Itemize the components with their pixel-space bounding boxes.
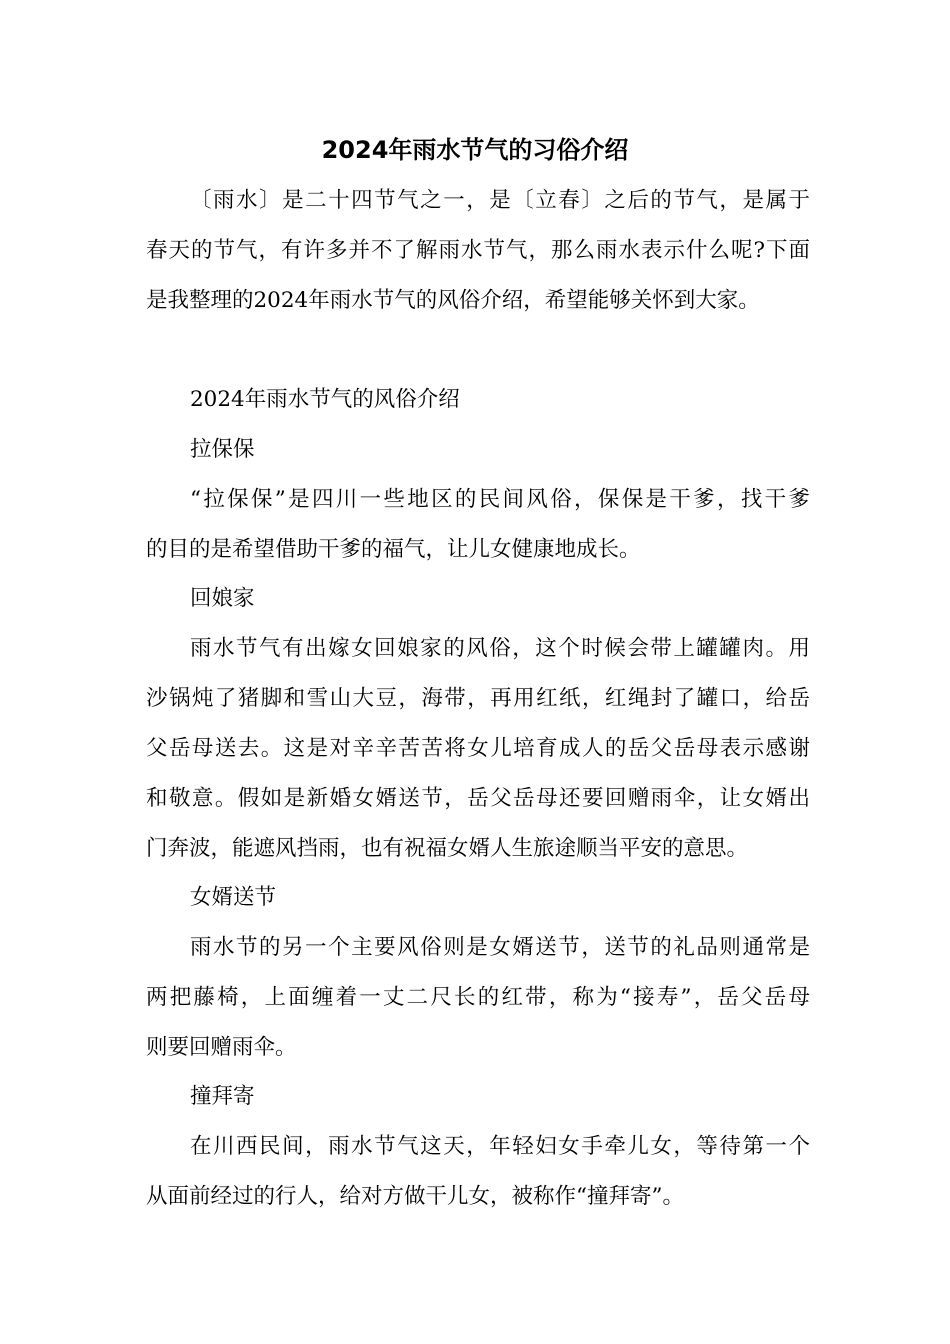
custom-paragraph-line: 的目的是希望借助干爹的福气，让儿女健康地成长。: [146, 537, 641, 562]
document-title: 2024年雨水节气的习俗介绍: [321, 136, 629, 164]
custom-paragraph-line: 两把藤椅，上面缠着一丈二尺长的红带，称为“接寿”，岳父岳母: [146, 985, 810, 1010]
custom-paragraph-line: 从面前经过的行人，给对方做干儿女，被称作“撞拜寄”。: [146, 1184, 684, 1209]
intro-line-3: 是我整理的2024年雨水节气的风俗介绍，希望能够关怀到大家。: [146, 288, 760, 313]
custom-paragraph-line: 则要回赠雨伞。: [146, 1035, 297, 1060]
intro-line-1: 〔雨水〕是二十四节气之一，是〔立春〕之后的节气，是属于: [190, 188, 810, 213]
custom-paragraph-line: 和敬意。假如是新婚女婿送节，岳父岳母还要回赠雨伞，让女婿出: [146, 786, 810, 811]
custom-paragraph-line: “拉保保”是四川一些地区的民间风俗，保保是干爹，找干爹: [190, 487, 810, 512]
custom-heading-nvxu-songjie: 女婿送节: [190, 885, 277, 910]
custom-paragraph-line: 父岳母送去。这是对辛辛苦苦将女儿培育成人的岳父岳母表示感谢: [146, 736, 810, 761]
custom-paragraph-line: 沙锅炖了猪脚和雪山大豆，海带，再用红纸，红绳封了罐口，给岳: [146, 686, 810, 711]
custom-heading-hui-niangjia: 回娘家: [190, 586, 255, 611]
custom-paragraph-line: 在川西民间，雨水节气这天，年轻妇女手牵儿女，等待第一个: [190, 1134, 810, 1159]
custom-heading-zhuang-baiji: 撞拜寄: [190, 1084, 255, 1109]
custom-paragraph-line: 雨水节气有出嫁女回娘家的风俗，这个时候会带上罐罐肉。用: [190, 636, 810, 661]
section-heading: 2024年雨水节气的风俗介绍: [190, 387, 460, 412]
custom-paragraph-line: 门奔波，能遮风挡雨，也有祝福女婿人生旅途顺当平安的意思。: [146, 836, 749, 861]
custom-heading-la-baobao: 拉保保: [190, 437, 255, 462]
custom-paragraph-line: 雨水节的另一个主要风俗则是女婿送节，送节的礼品则通常是: [190, 935, 810, 960]
intro-line-2: 春天的节气，有许多并不了解雨水节气，那么雨水表示什么呢?下面: [146, 238, 810, 263]
